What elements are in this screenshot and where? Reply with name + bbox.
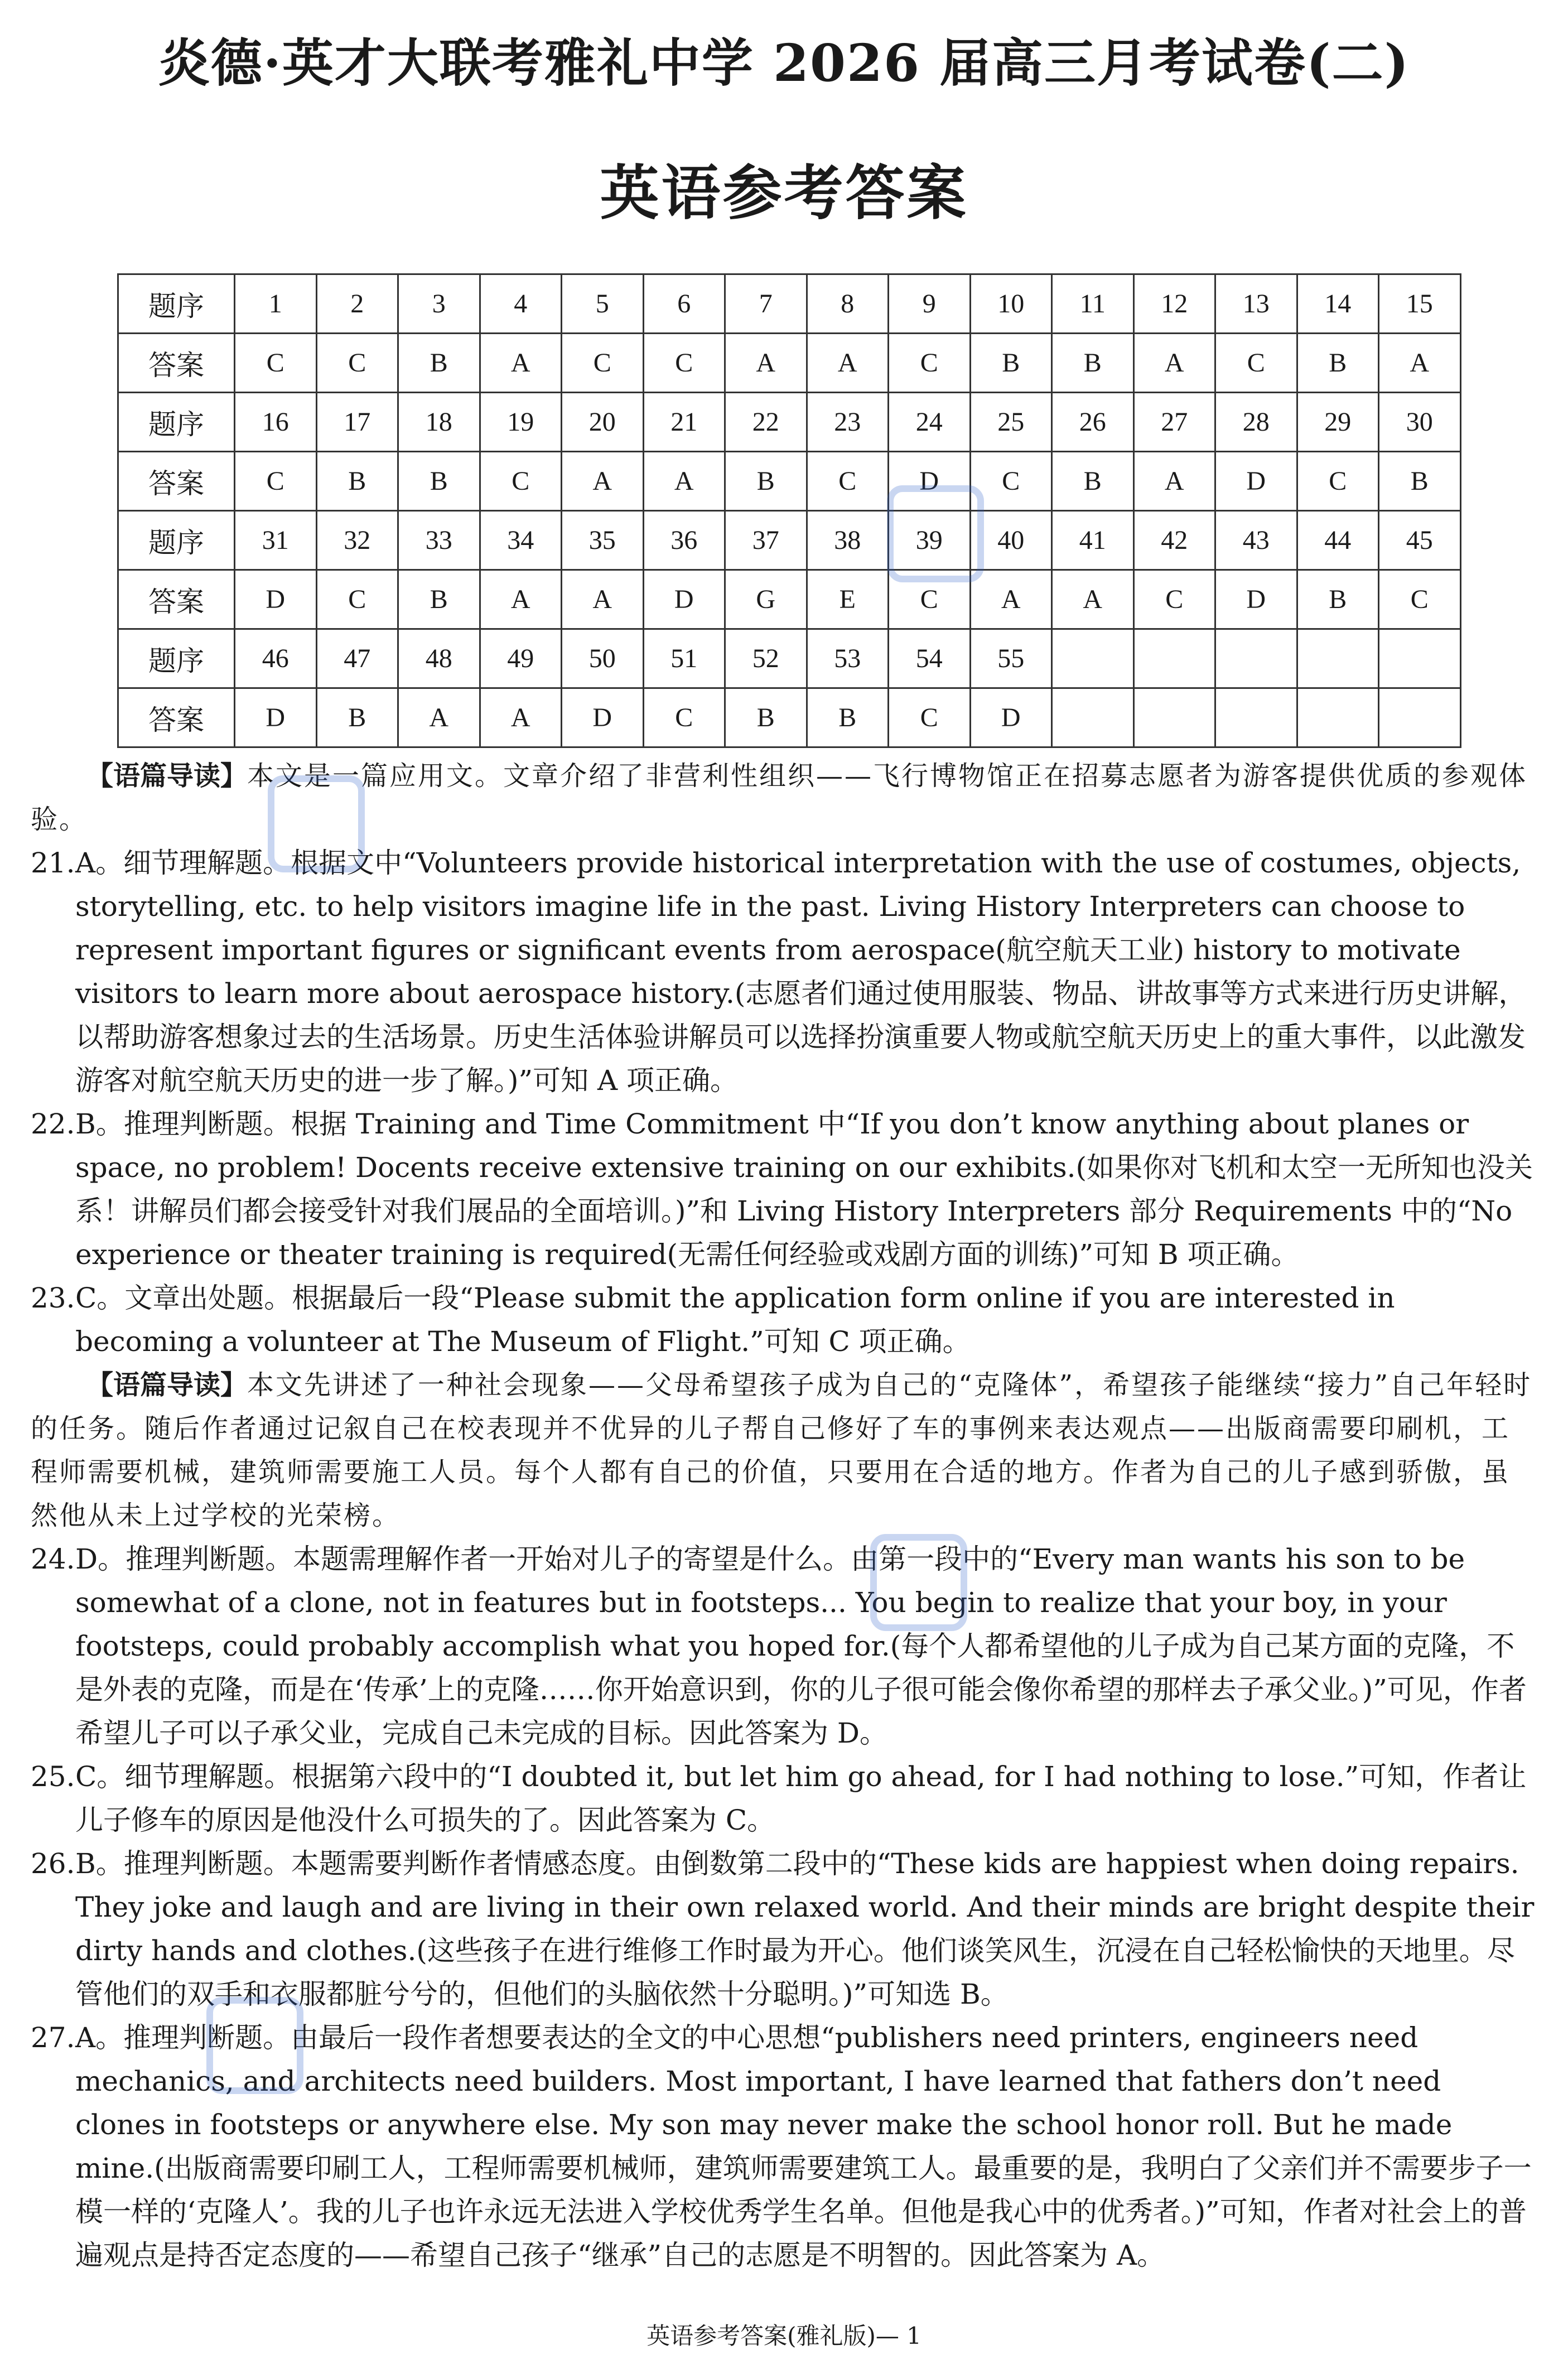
explanation-text: A。推理判断题。由最后一段作者想要表达的全文的中心思想“publishers need printers, engineers need mechanics, and architects need builders. Most important, I have learned that fathers don’t need clones in footsteps or anywhere else. My son may never make the school honor roll. But he made mine.(出版商需要印刷工人，工程师需要机械师，建筑师需要建筑工人。最重要的是，我明白了父亲们并不需要步子一模一样的‘克隆人’。我的儿子也许永远无法进入学校优秀学生名单。但他是我心中的优秀者。)”可知，作者对社会上的普遍观点是持否定态度的——希望自己孩子“继承”自己的志愿是不明智的。因此答案为 A。 (75, 2022, 1532, 2271)
passage-guide (31, 754, 1537, 841)
passage-guide (31, 1363, 1537, 1537)
answer-cell: D (235, 688, 317, 747)
question-number: 25. (31, 1760, 75, 1793)
answer-cell: D (1215, 452, 1297, 511)
exam-title (0, 22, 1568, 96)
answer-cell: 34 (480, 511, 562, 570)
answer-cell: B (970, 334, 1052, 393)
answer-cell: G (725, 570, 807, 629)
row-header-cell: 答案 (118, 570, 235, 629)
answer-cell: A (1052, 570, 1134, 629)
answer-cell: 5 (562, 274, 644, 334)
answer-cell: 13 (1215, 274, 1297, 334)
answer-cell: 35 (562, 511, 644, 570)
answer-cell (1052, 629, 1134, 688)
answer-cell: A (480, 334, 562, 393)
answer-cell: 28 (1215, 393, 1297, 452)
answer-cell: 10 (970, 274, 1052, 334)
answer-cell: A (480, 688, 562, 747)
answer-cell: 27 (1133, 393, 1215, 452)
answer-cell: A (970, 570, 1052, 629)
answer-cell (1133, 688, 1215, 747)
answer-table-row (118, 511, 1461, 570)
answer-cell: C (970, 452, 1052, 511)
answer-cell: C (643, 334, 725, 393)
answer-cell: E (807, 570, 889, 629)
answer-cell: C (1379, 570, 1461, 629)
answer-cell: D (889, 452, 971, 511)
answer-cell: 18 (398, 393, 480, 452)
answer-cell: 23 (807, 393, 889, 452)
answer-cell: 3 (398, 274, 480, 334)
answer-cell (1297, 629, 1379, 688)
answer-cell: D (643, 570, 725, 629)
section-1 (31, 754, 1537, 1363)
answer-cell: 42 (1133, 511, 1215, 570)
answer-cell: D (562, 688, 644, 747)
row-header-cell: 答案 (118, 688, 235, 747)
row-header-cell: 答案 (118, 452, 235, 511)
answer-cell: D (1215, 570, 1297, 629)
answer-cell: 29 (1297, 393, 1379, 452)
answer-cell (1379, 629, 1461, 688)
question-number: 27. (31, 2022, 75, 2054)
answer-cell: A (562, 452, 644, 511)
answer-cell: 15 (1379, 274, 1461, 334)
question-number: 23. (31, 1282, 75, 1314)
answer-cell: 36 (643, 511, 725, 570)
question-explanation (31, 2016, 1537, 2277)
explanation-text: D。推理判断题。本题需理解作者一开始对儿子的寄望是什么。由第一段中的“Every man wants his son to be somewhat of a clone, not in features but in footsteps... You begin to realize that your boy, in your footsteps, could probably accomplish what you hoped for.(每个人都希望他的儿子成为自己某方面的克隆，不是外表的克隆，而是在‘传承’上的克隆……你开始意识到，你的儿子很可能会像你希望的那样去子承父业。)”可见，作者希望儿子可以子承父业，完成自己未完成的目标。因此答案为 D。 (75, 1543, 1527, 1749)
answer-cell: 47 (316, 629, 398, 688)
answer-cell: B (725, 452, 807, 511)
answer-cell: 37 (725, 511, 807, 570)
answer-cell: 51 (643, 629, 725, 688)
answer-cell: 6 (643, 274, 725, 334)
answer-cell (1215, 629, 1297, 688)
row-header-cell: 题序 (118, 274, 235, 334)
answer-cell: 50 (562, 629, 644, 688)
answer-cell: A (1379, 334, 1461, 393)
answer-cell: 40 (970, 511, 1052, 570)
brand-name: 炎德·英才大联考 (158, 33, 544, 93)
answer-table-row (118, 629, 1461, 688)
row-header-cell: 题序 (118, 511, 235, 570)
answer-cell: C (889, 334, 971, 393)
answer-cell: 17 (316, 393, 398, 452)
answer-cell: C (316, 570, 398, 629)
answer-cell: 20 (562, 393, 644, 452)
answer-cell: C (480, 452, 562, 511)
answer-cell: 45 (1379, 511, 1461, 570)
answer-cell: 1 (235, 274, 317, 334)
answer-cell: C (562, 334, 644, 393)
answer-cell (1133, 629, 1215, 688)
answer-cell: 41 (1052, 511, 1134, 570)
answer-table-row (118, 334, 1461, 393)
question-number: 22. (31, 1108, 75, 1140)
answer-cell: 54 (889, 629, 971, 688)
row-header-cell: 题序 (118, 629, 235, 688)
answer-cell: B (725, 688, 807, 747)
answer-cell: 4 (480, 274, 562, 334)
answer-cell: 12 (1133, 274, 1215, 334)
answer-cell: A (725, 334, 807, 393)
answer-cell: A (480, 570, 562, 629)
answer-cell: 33 (398, 511, 480, 570)
answer-cell: 38 (807, 511, 889, 570)
answer-cell: B (1052, 334, 1134, 393)
explanations (31, 754, 1537, 2277)
answer-cell: B (316, 688, 398, 747)
answer-table (117, 273, 1461, 748)
answer-cell: 14 (1297, 274, 1379, 334)
answer-cell: 26 (1052, 393, 1134, 452)
answer-table-row (118, 570, 1461, 629)
answer-cell (1297, 688, 1379, 747)
answer-cell (1379, 688, 1461, 747)
answer-cell: B (1297, 334, 1379, 393)
answer-cell: 32 (316, 511, 398, 570)
answer-cell: 7 (725, 274, 807, 334)
answer-cell: 46 (235, 629, 317, 688)
answer-cell: B (398, 334, 480, 393)
question-number: 21. (31, 847, 75, 879)
guide-tag: 【语篇导读】 (86, 1369, 248, 1401)
answer-cell: C (235, 452, 317, 511)
answer-cell: B (1052, 452, 1134, 511)
answer-cell: 25 (970, 393, 1052, 452)
page-footer: 英语参考答案(雅礼版)— 1 (647, 2322, 921, 2349)
answer-cell: 19 (480, 393, 562, 452)
question-explanation (31, 1537, 1537, 1755)
answer-cell: 39 (889, 511, 971, 570)
answer-cell (1215, 688, 1297, 747)
exam-name: 雅礼中学 2026 届高三月考试卷(二) (544, 33, 1410, 93)
answer-cell: 2 (316, 274, 398, 334)
answer-cell: 16 (235, 393, 317, 452)
answer-cell: C (1215, 334, 1297, 393)
answer-cell: D (970, 688, 1052, 747)
answer-cell: 44 (1297, 511, 1379, 570)
answer-cell: A (1133, 334, 1215, 393)
answer-cell: 49 (480, 629, 562, 688)
answer-cell: B (398, 570, 480, 629)
answer-cell: 30 (1379, 393, 1461, 452)
guide-text: 本文是一篇应用文。文章介绍了非营利性组织——飞行博物馆正在招募志愿者为游客提供优质的参观体验。 (31, 760, 1528, 835)
answer-cell: 52 (725, 629, 807, 688)
question-explanation (31, 1755, 1537, 1842)
answer-cell: B (1297, 570, 1379, 629)
answer-cell: 48 (398, 629, 480, 688)
answer-cell (1052, 688, 1134, 747)
explanation-text: C。细节理解题。根据第六段中的“I doubted it, but let him go ahead, for I had nothing to lose.”可知，作者让儿子修车的原因是他没什么可损失的了。因此答案为 C。 (75, 1760, 1527, 1836)
answer-cell: 8 (807, 274, 889, 334)
answer-cell: 11 (1052, 274, 1134, 334)
answer-cell: C (1133, 570, 1215, 629)
answer-cell: A (562, 570, 644, 629)
answer-table-row (118, 274, 1461, 334)
explanation-text: B。推理判断题。根据 Training and Time Commitment 中“If you don’t know anything about planes or space, no problem! Docents receive extensive training on our exhibits.(如果你对飞机和太空一无所知也没关系！讲解员们都会接受针对我们展品的全面培训。)”和 Living History Interpreters 部分 Requirements 中的“No experience or theater training is required(无需任何经验或戏剧方面的训练)”可知 B 项正确。 (75, 1108, 1533, 1271)
answer-cell: 55 (970, 629, 1052, 688)
answer-cell: B (807, 688, 889, 747)
explanation-text: C。文章出处题。根据最后一段“Please submit the application form online if you are interested in becoming a volunteer at The Museum of Flight.”可知 C 项正确。 (75, 1282, 1395, 1358)
row-header-cell: 题序 (118, 393, 235, 452)
question-explanation (31, 1842, 1537, 2016)
page-subtitle: 英语参考答案 (600, 159, 968, 228)
answer-table-row (118, 393, 1461, 452)
explanation-text: B。推理判断题。本题需要判断作者情感态度。由倒数第二段中的“These kids are happiest when doing repairs. They joke and laugh and are living in their own relaxed world. And their minds are bright despite their dirty hands and clothes.(这些孩子在进行维修工作时最为开心。他们谈笑风生，沉浸在自己轻松愉快的天地里。尽管他们的双手和衣服都脏兮兮的，但他们的头脑依然十分聪明。)”可知选 B。 (75, 1847, 1535, 2010)
answer-table-row (118, 452, 1461, 511)
answer-cell: C (889, 570, 971, 629)
answer-table-row (118, 688, 1461, 747)
answer-cell: C (1297, 452, 1379, 511)
answer-cell: A (807, 334, 889, 393)
answer-cell: 24 (889, 393, 971, 452)
answer-cell: B (316, 452, 398, 511)
question-explanation (31, 841, 1537, 1102)
question-number: 24. (31, 1543, 75, 1575)
question-explanation (31, 1102, 1537, 1276)
answer-cell: C (807, 452, 889, 511)
answer-cell: C (643, 688, 725, 747)
question-number: 26. (31, 1847, 75, 1880)
answer-cell: A (643, 452, 725, 511)
answer-cell: 22 (725, 393, 807, 452)
guide-tag: 【语篇导读】 (86, 760, 248, 792)
answer-cell: B (1379, 452, 1461, 511)
answer-cell: D (235, 570, 317, 629)
answer-cell: 9 (889, 274, 971, 334)
guide-text: 本文先讲述了一种社会现象——父母希望孩子成为自己的“克隆体”，希望孩子能继续“接力”自己年轻时的任务。随后作者通过记叙自己在校表现并不优异的儿子帮自己修好了车的事例来表达观点——出版商需要印刷机，工程师需要机械，建筑师需要施工人员。每个人都有自己的价值，只要用在合适的地方。作者为自己的儿子感到骄傲，虽然他从未上过学校的光荣榜。 (31, 1369, 1532, 1531)
answer-cell: C (889, 688, 971, 747)
answer-cell: B (398, 452, 480, 511)
answer-cell: 21 (643, 393, 725, 452)
answer-cell: 43 (1215, 511, 1297, 570)
answer-cell: A (1133, 452, 1215, 511)
explanation-text: A。细节理解题。根据文中“Volunteers provide historical interpretation with the use of costumes, objects, storytelling, etc. to help visitors imagine life in the past. Living History Interpreters can choose to represent important figures or significant events from aerospace(航空航天工业) history to motivate visitors to learn more about aerospace history.(志愿者们通过使用服装、物品、讲故事等方式来进行历史讲解，以帮助游客想象过去的生活场景。历史生活体验讲解员可以选择扮演重要人物或航空航天历史上的重大事件，以此激发游客对航空航天历史的进一步了解。)”可知 A 项正确。 (75, 847, 1527, 1097)
question-explanation (31, 1276, 1537, 1363)
answer-cell: 53 (807, 629, 889, 688)
section-2 (31, 1363, 1537, 2277)
row-header-cell: 答案 (118, 334, 235, 393)
answer-cell: 31 (235, 511, 317, 570)
answer-cell: C (235, 334, 317, 393)
answer-cell: A (398, 688, 480, 747)
answer-cell: C (316, 334, 398, 393)
